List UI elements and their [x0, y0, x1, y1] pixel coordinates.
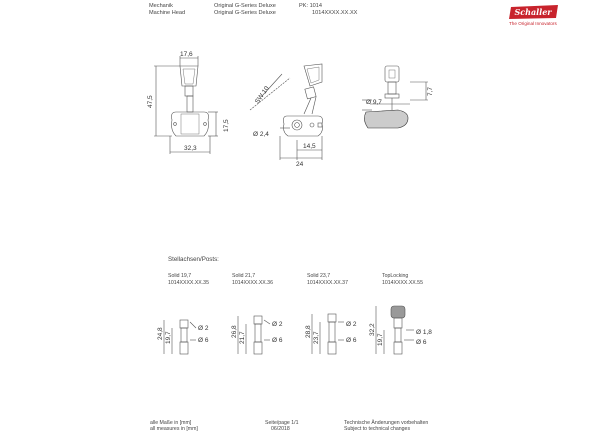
article-number: 1014XXXX.XX.XX	[312, 10, 358, 16]
dim-front-base-height: 17,5	[223, 119, 230, 132]
note-de: Technische Änderungen vorbehalten	[344, 420, 429, 426]
post-2-code: 1014XXXX.XX.36	[232, 280, 273, 286]
post-4-code: 1014XXXX.XX.55	[382, 280, 423, 286]
units-en: all measures in [mm]	[150, 426, 198, 432]
posts-title: Stellachsen/Posts:	[168, 256, 219, 263]
post-1-height: 19,7	[165, 331, 172, 344]
post-2-name: Solid 21,7	[232, 273, 256, 279]
post-3-d2: Ø 6	[346, 337, 357, 344]
post-4-d2: Ø 6	[416, 339, 427, 346]
dim-side-hole: Ø 2,4	[253, 131, 269, 138]
post-3-d1: Ø 2	[346, 321, 357, 328]
post-4-height: 19,7	[377, 333, 384, 346]
title-en: Machine Head	[149, 10, 186, 16]
dim-front-width: 32,3	[184, 145, 197, 152]
note-en: Subject to technical changes	[344, 426, 411, 432]
logo-text: Schaller	[514, 7, 552, 17]
pk-number: PK: 1014	[299, 3, 323, 9]
post-1-d1: Ø 2	[198, 325, 209, 332]
title-de: Mechanik	[149, 3, 173, 9]
page-number: Seite/page 1/1	[265, 420, 299, 426]
post-2-d2: Ø 6	[272, 337, 283, 344]
model-en: Original G-Series Deluxe	[214, 10, 276, 16]
dim-side-d2: 24	[296, 161, 304, 168]
right-view	[362, 66, 428, 128]
post-1-d2: Ø 6	[198, 337, 209, 344]
post-3-height: 23,7	[313, 331, 320, 344]
post-3-name: Solid 23,7	[307, 273, 331, 279]
post-4-total: 32,2	[369, 323, 376, 336]
front-view	[154, 56, 218, 154]
model-de: Original G-Series Deluxe	[214, 3, 276, 9]
brand-tagline: The Original Innovators	[509, 21, 557, 26]
post-1-name: Solid 19,7	[168, 273, 192, 279]
post-1-code: 1014XXXX.XX.35	[168, 280, 209, 286]
post-1-total: 24,8	[157, 327, 164, 340]
post-4-d1: Ø 1,8	[416, 329, 432, 336]
dim-side-sw: SW 10	[253, 85, 271, 106]
post-4-name: TopLocking	[382, 273, 409, 279]
page-date: 06/2018	[271, 426, 290, 432]
post-2-height: 21,7	[239, 331, 246, 344]
post-3-code: 1014XXXX.XX.37	[307, 280, 348, 286]
post-2-d1: Ø 2	[272, 321, 283, 328]
post-3-total: 28,8	[305, 325, 312, 338]
dim-right-height: 7,7	[427, 86, 434, 96]
dim-front-width-top: 17,6	[180, 51, 193, 58]
dim-side-d1: 14,5	[303, 143, 316, 150]
dim-right-dia: Ø 9,7	[366, 99, 382, 106]
units-de: alle Maße in [mm]	[150, 420, 192, 426]
post-2-total: 26,8	[231, 325, 238, 338]
dim-front-height: 47,5	[147, 95, 154, 108]
